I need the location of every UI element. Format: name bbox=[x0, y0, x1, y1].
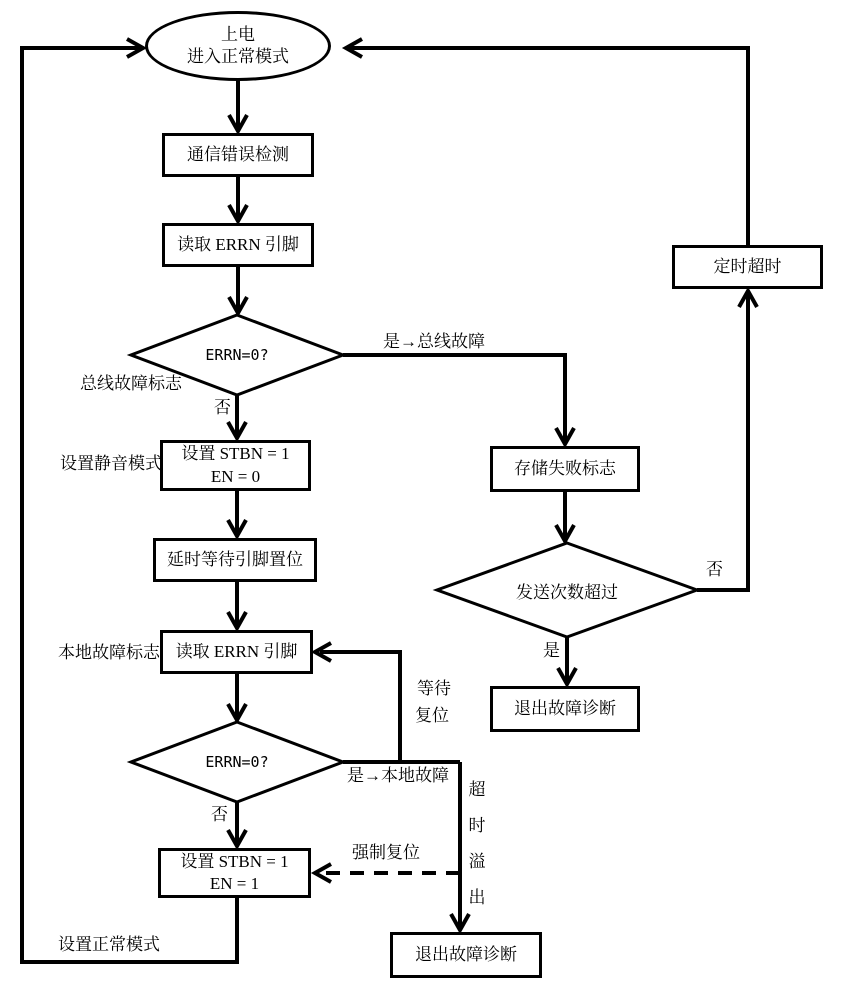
process-set-silent-line1: 设置 STBN = 1 bbox=[181, 444, 290, 464]
process-exit-diag-bottom bbox=[390, 932, 542, 978]
start-line1: 上电 bbox=[221, 24, 255, 44]
process-exit-diag-bottom-label: 退出故障诊断 bbox=[415, 944, 517, 964]
decision-send-count-label: 发送次数超过 bbox=[516, 582, 618, 602]
decision-errn-1-label: ERRN=0? bbox=[205, 346, 269, 364]
process-comm-error-check bbox=[162, 133, 314, 177]
start-terminator bbox=[145, 11, 331, 81]
edge-start-to-comm-check bbox=[229, 80, 247, 131]
process-exit-diag-right bbox=[490, 686, 640, 732]
label-no-3: 否 bbox=[706, 560, 723, 579]
process-timer-timeout-label: 定时超时 bbox=[713, 256, 782, 276]
label-yes-bus-fault: 是→总线故障 bbox=[383, 332, 485, 351]
decision-errn-2-label: ERRN=0? bbox=[205, 753, 269, 771]
label-wait: 等待 bbox=[417, 679, 451, 698]
edge-decision-1-yes-to-store-fail bbox=[343, 355, 574, 444]
process-read-errn-1-label: 读取 ERRN 引脚 bbox=[177, 234, 299, 254]
process-set-normal-line1: 设置 STBN = 1 bbox=[180, 851, 289, 871]
process-delay-wait-pin-label: 延时等待引脚置位 bbox=[167, 549, 303, 569]
label-no-2: 否 bbox=[211, 805, 228, 824]
label-force-reset: 强制复位 bbox=[352, 843, 420, 862]
process-delay-wait-pin bbox=[153, 538, 317, 582]
label-yes-3: 是 bbox=[543, 641, 560, 660]
label-bus-fault-flag: 总线故障标志 bbox=[80, 374, 182, 393]
process-exit-diag-right-label: 退出故障诊断 bbox=[514, 698, 616, 718]
label-no-1: 否 bbox=[214, 398, 231, 417]
label-timeout-overflow: 超时溢出 bbox=[468, 780, 486, 907]
process-timer-timeout bbox=[672, 245, 823, 289]
label-reset: 复位 bbox=[415, 706, 449, 725]
process-read-errn-1 bbox=[162, 223, 314, 267]
label-set-normal-mode: 设置正常模式 bbox=[58, 935, 160, 954]
label-local-fault-flag: 本地故障标志 bbox=[58, 643, 160, 662]
edge-set-silent-to-delay-wait bbox=[228, 491, 246, 536]
process-read-errn-2-label: 读取 ERRN 引脚 bbox=[175, 641, 298, 661]
edge-delay-wait-to-read-errn-2 bbox=[228, 582, 246, 628]
edge-comm-check-to-read-errn-1 bbox=[229, 177, 247, 221]
edge-wait-reset-to-read-errn-2 bbox=[315, 643, 400, 762]
process-read-errn-2 bbox=[160, 630, 313, 674]
process-set-silent-line2: EN = 0 bbox=[210, 466, 261, 486]
process-store-fail-flag-label: 存储失败标志 bbox=[514, 458, 616, 478]
process-set-normal-line2: EN = 1 bbox=[209, 874, 260, 893]
edge-decision-3-yes-to-exit-right bbox=[558, 637, 576, 684]
label-set-silent-mode: 设置静音模式 bbox=[60, 454, 162, 473]
process-set-silent bbox=[160, 440, 311, 491]
edge-decision-3-no-to-timer bbox=[697, 291, 757, 590]
process-store-fail-flag bbox=[490, 446, 640, 492]
edge-timer-to-start bbox=[346, 39, 748, 245]
edge-set-normal-loop-to-start bbox=[22, 39, 237, 962]
edge-read-errn-2-to-decision-2 bbox=[228, 674, 246, 720]
edge-store-fail-to-decision-3 bbox=[556, 492, 574, 541]
process-comm-error-check-label: 通信错误检测 bbox=[187, 144, 289, 164]
process-set-normal bbox=[158, 848, 311, 898]
edge-force-reset-dashed bbox=[315, 864, 460, 882]
edge-decision-2-no-to-set-normal bbox=[228, 802, 246, 846]
label-yes-local-fault: 是→本地故障 bbox=[347, 766, 449, 785]
edge-read-errn-1-to-decision-1 bbox=[229, 267, 247, 313]
start-line2: 进入正常模式 bbox=[187, 47, 289, 66]
